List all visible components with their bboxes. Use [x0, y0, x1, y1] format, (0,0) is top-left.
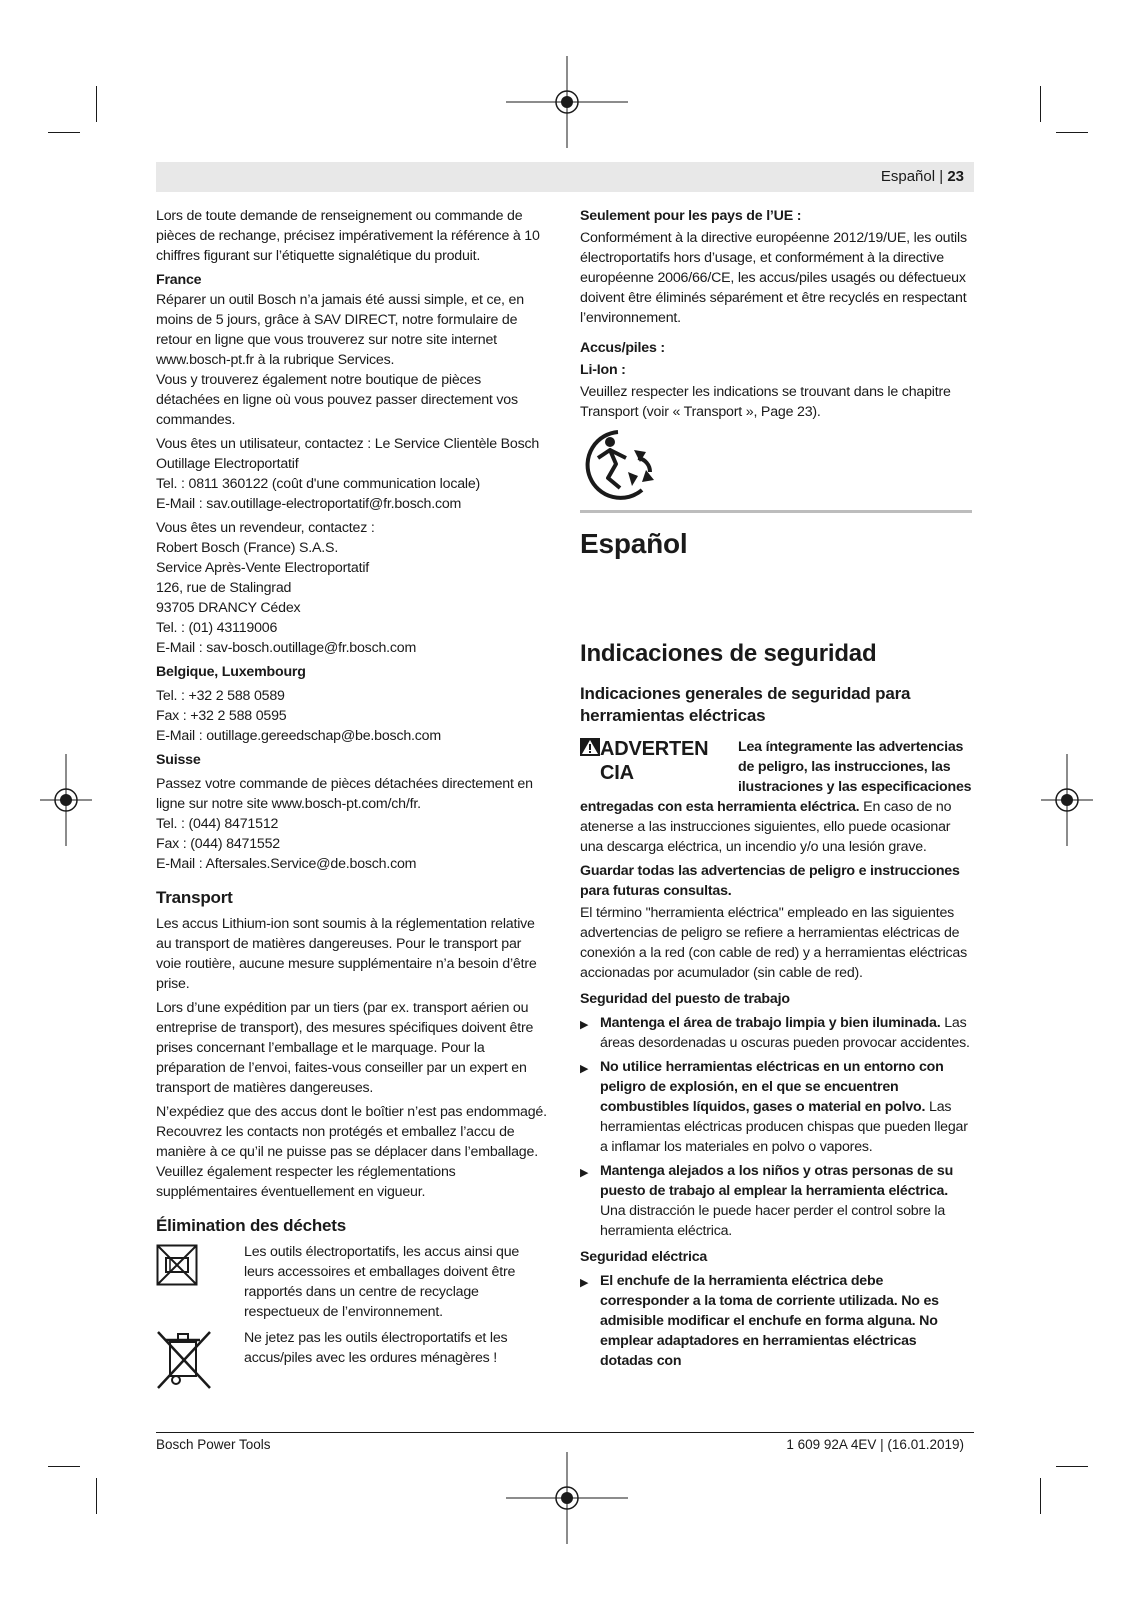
section-rule — [580, 510, 972, 513]
crop-mark — [1056, 132, 1088, 133]
accus-heading: Accus/piles : — [580, 340, 665, 356]
workplace-heading: Seguridad del puesto de trabajo — [580, 991, 790, 1007]
page-header — [156, 162, 974, 192]
header-language: Español — [880, 168, 936, 185]
language-title: Español — [580, 528, 688, 559]
subsection-title: Indicaciones generales de seguridad para herramientas eléctricas — [580, 684, 911, 725]
elimination-heading: Élimination des déchets — [156, 1216, 347, 1235]
crop-mark — [48, 1466, 80, 1467]
bullet-item — [580, 1057, 972, 1157]
elimination-p2: Ne jetez pas les outils électroportatifs et les accus/piles avec les ordures ménagères ! — [244, 1330, 508, 1366]
bullet-bold: No utilice herramientas eléctricas en un entorno con peligro de explosión, en el que se encuentren combustibles líquidos, gases o material en polvo. — [600, 1059, 944, 1115]
contact-line: E-Mail : sav-bosch.outillage@fr.bosch.com — [156, 640, 417, 656]
bullet-rest: Una distracción le puede hacer perder el control sobre la herramienta eléctrica. — [600, 1203, 946, 1239]
contact-line: Passez votre commande de pièces détachées directement en ligne sur notre site www.bosch-pt.com/ch/fr. — [156, 776, 533, 812]
contact-line: Vous êtes un revendeur, contactez : — [156, 520, 375, 536]
bullet-item — [580, 1013, 972, 1053]
warning-block — [580, 737, 972, 857]
section-title: Indicaciones de seguridad — [580, 640, 877, 667]
contact-line: E-Mail : outillage.gereedschap@be.bosch.com — [156, 728, 441, 744]
bullet-item — [580, 1161, 972, 1241]
registration-mark-right — [1041, 754, 1093, 846]
france-user-contact — [156, 434, 548, 514]
bullet-rest: Las herramientas eléctricas producen chispas que pueden llegar a inflamar los materiales en polvo o vapores. — [600, 1099, 968, 1155]
crop-mark — [1040, 86, 1041, 122]
bullet-triangle-icon: ▶ — [580, 1063, 589, 1075]
header-separator: | — [939, 168, 944, 185]
contact-line: E-Mail : Aftersales.Service@de.bosch.com — [156, 856, 417, 872]
page-footer — [156, 1432, 974, 1452]
registration-mark-top — [506, 56, 628, 148]
bullet-text — [600, 1161, 972, 1241]
crop-mark — [48, 132, 80, 133]
electric-heading: Seguridad eléctrica — [580, 1249, 708, 1265]
left-column — [156, 206, 548, 1398]
transport-p2: Lors d’une expédition par un tiers (par ex. transport aérien ou entreprise de transport), des mesures spécifiques doivent être prises concernant l’emballage et le marquage. Pour la préparation de l’envoi, faites-vous conseiller par un expert en transport de matières dangereuses. — [156, 1000, 534, 1096]
contact-line: Fax : (044) 8471552 — [156, 836, 280, 852]
contact-line: 126, rue de Stalingrad — [156, 580, 292, 596]
france-p1: Réparer un outil Bosch n’a jamais été aussi simple, et ce, en moins de 5 jours, grâce à SAV DIRECT, notre formulaire de retour en ligne que vous trouverez sur notre site internet www.bosch-pt.fr à la rubrique Services. — [156, 292, 524, 368]
belgique-heading: Belgique, Luxembourg — [156, 664, 306, 680]
triman-recycling-icon — [580, 428, 658, 502]
elimination-block-2 — [156, 1328, 548, 1396]
elimination-p1: Les outils électroportatifs, les accus ainsi que leurs accessoires et emballages doivent être rapportés dans un centre de recyclage respectueux de l’environnement. — [244, 1244, 520, 1320]
crossed-bin-icon — [156, 1328, 212, 1390]
termino-text: El término "herramienta eléctrica" empleado en las siguientes advertencias de peligro se refiere a herramientas eléctricas de conexión a la red (con cable de red) y a herramientas eléctricas accionadas por acumulador (sin cable de red). — [580, 905, 968, 981]
header-text — [881, 168, 974, 185]
bullet-triangle-icon: ▶ — [580, 1277, 589, 1289]
warning-label-text: ADVERTENCIA — [600, 738, 709, 784]
bullet-text — [600, 1057, 972, 1157]
contact-line: 93705 DRANCY Cédex — [156, 600, 301, 616]
bullet-item — [580, 1271, 972, 1371]
crop-mark — [96, 86, 97, 122]
france-heading: France — [156, 272, 202, 288]
guardar-text: Guardar todas las advertencias de peligro e instrucciones para futuras consultas. — [580, 863, 960, 899]
bullet-triangle-icon: ▶ — [580, 1167, 589, 1179]
bullet-bold: Mantenga el área de trabajo limpia y bien iluminada. — [600, 1015, 941, 1031]
intro-paragraph: Lors de toute demande de renseignement ou commande de pièces de rechange, précisez impérativement la référence à 10 chiffres figurant sur l’étiquette signalétique du produit. — [156, 208, 540, 264]
contact-line: Vous êtes un utilisateur, contactez : Le Service Clientèle Bosch Outillage Electroportatif — [156, 436, 540, 472]
bullet-bold: El enchufe de la herramienta eléctrica debe corresponder a la toma de corriente utilizada. No es admisible modificar el enchufe en forma alguna. No emplear adaptadores en herramientas eléctricas dotadas con — [600, 1273, 939, 1369]
contact-line: Tel. : (044) 8471512 — [156, 816, 279, 832]
warning-bold: Lea íntegramente las advertencias de peligro, las instrucciones, las ilustraciones y las especificaciones entregadas con esta herramienta eléctrica. — [580, 739, 972, 815]
france-dealer-contact — [156, 518, 548, 658]
bullet-bold: Mantenga alejados a los niños y otras personas de su puesto de trabajo al emplear la herramienta eléctrica. — [600, 1163, 954, 1199]
belgique-contact — [156, 686, 548, 746]
right-column — [580, 206, 972, 1375]
bullet-text — [600, 1271, 972, 1371]
accus-subheading: Li-Ion : — [580, 362, 626, 378]
contact-line: E-Mail : sav.outillage-electroportatif@fr.bosch.com — [156, 496, 462, 512]
contact-line: Tel. : +32 2 588 0589 — [156, 688, 285, 704]
crop-mark — [1056, 1466, 1088, 1467]
suisse-contact — [156, 774, 548, 874]
warning-icon — [580, 738, 600, 756]
page-number: 23 — [947, 168, 964, 185]
eu-heading: Seulement pour les pays de l’UE : — [580, 208, 802, 224]
warning-label — [580, 737, 730, 785]
contact-line: Tel. : (01) 43119006 — [156, 620, 278, 636]
contact-line: Fax : +32 2 588 0595 — [156, 708, 287, 724]
transport-p1: Les accus Lithium-ion sont soumis à la réglementation relative au transport de matières dangereuses. Pour le transport par voie routière, aucune mesure supplémentaire n’a besoin d’être prise. — [156, 916, 537, 992]
contact-line: Service Après-Vente Electroportatif — [156, 560, 370, 576]
icon-holder — [156, 1328, 244, 1396]
contact-line: Tel. : 0811 360122 (coût d'une communication locale) — [156, 476, 481, 492]
registration-mark-left — [40, 754, 92, 846]
suisse-heading: Suisse — [156, 752, 201, 768]
accus-text: Veuillez respecter les indications se trouvant dans le chapitre Transport (voir « Transport », Page 23). — [580, 384, 951, 420]
transport-p3: N’expédiez que des accus dont le boîtier n’est pas endommagé. Recouvrez les contacts non protégés et emballez l’accu de manière à ce qu’il ne puisse pas se déplacer dans l’emballage. Veuillez également respecter les réglementations supplémentaires éventuellement en vigueur. — [156, 1104, 547, 1200]
eu-text: Conformément à la directive européenne 2012/19/UE, les outils électroportatifs hors d’usage, et conformément à la directive européenne 2006/66/CE, les accus/piles usagés ou défectueux doivent être éliminés séparément et être recyclés en respectant l’environnement. — [580, 230, 967, 326]
bullet-text — [600, 1013, 972, 1053]
recycle-box-icon — [156, 1244, 198, 1286]
registration-mark-bottom — [506, 1452, 628, 1544]
france-p2: Vous y trouverez également notre boutique de pièces détachées en ligne où vous pouvez passer directement vos commandes. — [156, 372, 518, 428]
bullet-rest: Las áreas desordenadas u oscuras pueden provocar accidentes. — [600, 1015, 970, 1051]
transport-heading: Transport — [156, 888, 233, 907]
warning-rest: En caso de no atenerse a las instrucciones siguientes, ello puede ocasionar una descarga eléctrica, un incendio y/o una lesión grave. — [580, 799, 952, 855]
footer-doc-id: 1 609 92A 4EV | (16.01.2019) — [786, 1437, 964, 1452]
crop-mark — [96, 1478, 97, 1514]
elimination-block-1 — [156, 1242, 548, 1322]
footer-brand: Bosch Power Tools — [156, 1437, 271, 1452]
crop-mark — [1040, 1478, 1041, 1514]
bullet-triangle-icon: ▶ — [580, 1019, 589, 1031]
contact-line: Robert Bosch (France) S.A.S. — [156, 540, 339, 556]
